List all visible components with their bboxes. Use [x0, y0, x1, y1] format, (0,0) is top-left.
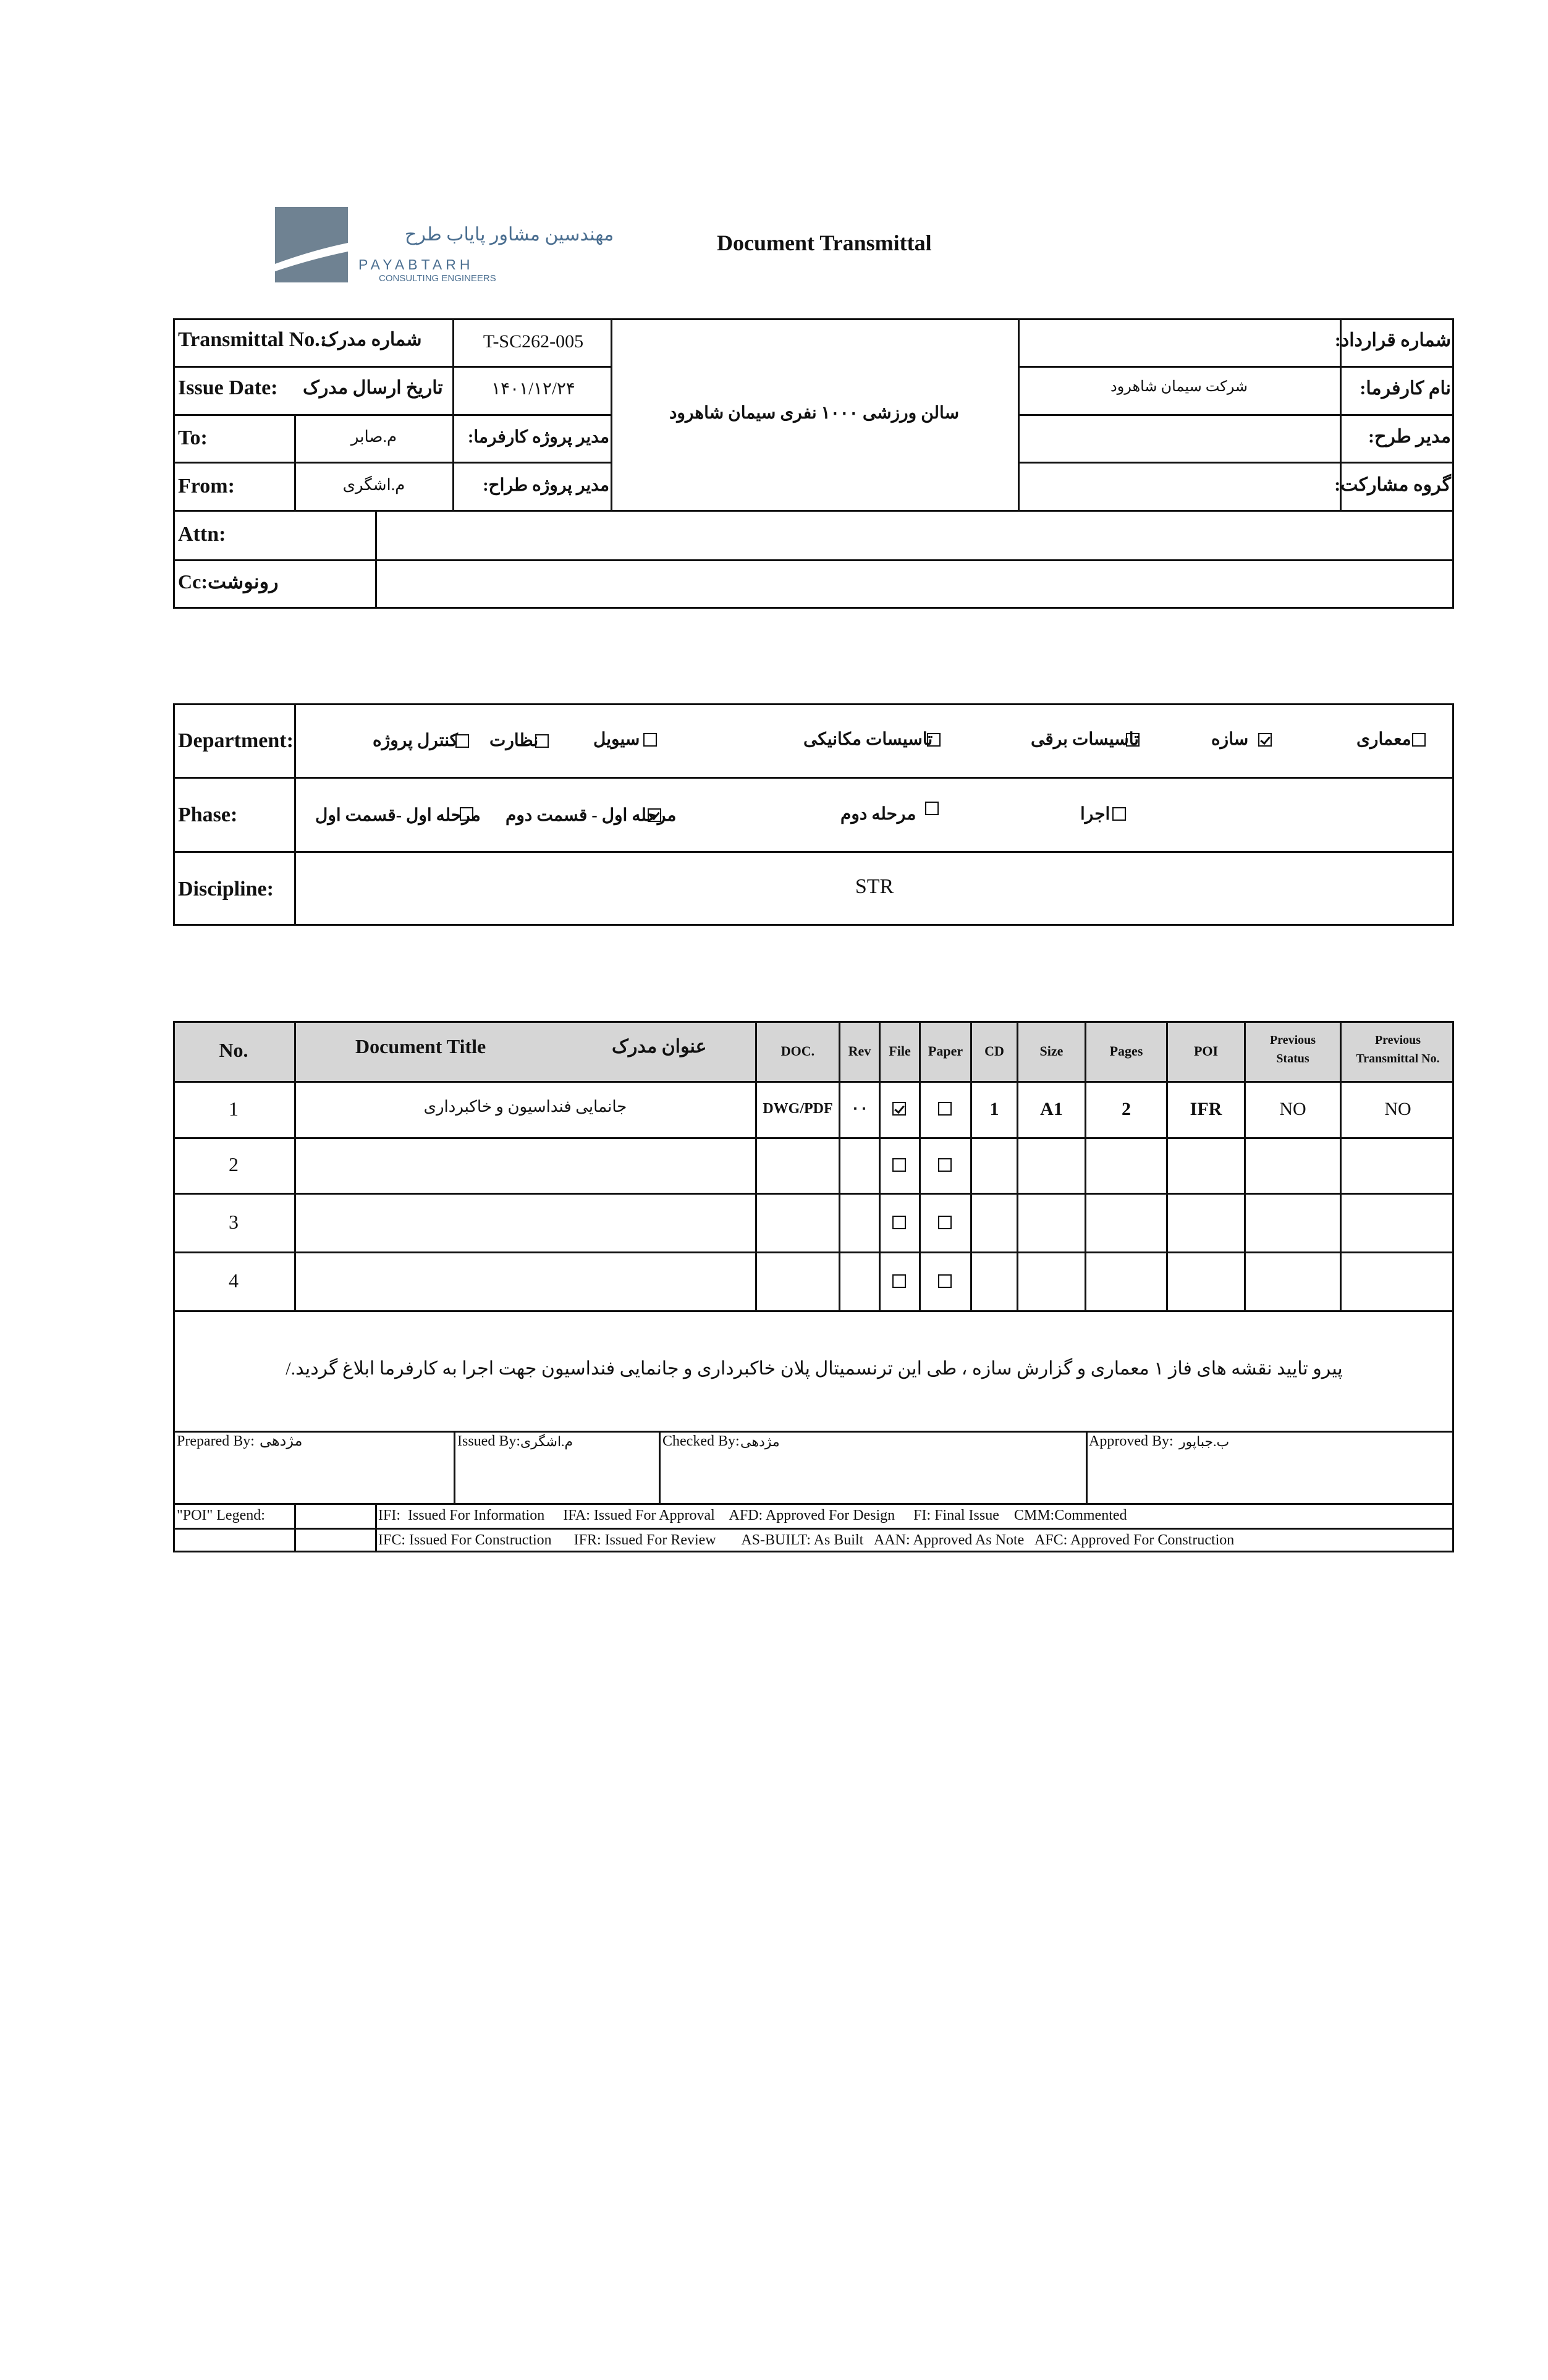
col-header-file: File — [889, 1043, 911, 1059]
department-label: Department: — [178, 729, 294, 752]
row-3-no: 3 — [229, 1211, 239, 1233]
prepared-by-label: Prepared By: — [177, 1433, 255, 1449]
client-value: شرکت سیمان شاهرود — [1110, 379, 1248, 395]
to-role: مدیر پروژه کارفرما: — [468, 428, 609, 447]
cc-label: Cc:رونوشت — [178, 570, 279, 593]
col-header-title-en: Document Title — [355, 1035, 486, 1057]
col-header-pages: Pages — [1109, 1043, 1143, 1059]
row-1-doc: DWG/PDF — [763, 1101, 833, 1117]
department-checkbox-civil[interactable] — [643, 733, 657, 747]
row-1-paper-checkbox[interactable] — [938, 1102, 952, 1116]
phase-label-execution: اجرا — [1080, 805, 1110, 824]
poi-legend-line-2: IFC: Issued For Construction IFR: Issued For Review AS-BUILT: As Built AAN: Approved As Note AFC: Approved For Construction — [378, 1532, 1235, 1548]
checked-by-label: Checked By: — [662, 1433, 740, 1449]
col-header-prev-trans-2: Transmittal No. — [1356, 1052, 1440, 1065]
poi-legend-line-1: IFI: Issued For Information IFA: Issued For Approval AFD: Approved For Design FI: Final Issue CMM:Commented — [378, 1507, 1127, 1523]
phase-checkbox-execution[interactable] — [1112, 807, 1126, 821]
department-label-structure: سازه — [1211, 730, 1249, 749]
department-checkbox-architecture[interactable] — [1412, 733, 1426, 747]
phase-label: Phase: — [178, 803, 238, 826]
department-checkbox-structure[interactable] — [1258, 733, 1272, 747]
department-label-civil: سیویل — [593, 730, 640, 749]
col-header-paper: Paper — [928, 1043, 963, 1059]
from-label: From: — [178, 475, 235, 498]
to-value: م.صابر — [350, 428, 397, 446]
client-label: نام کارفرما: — [1360, 378, 1451, 399]
transmittal-note: پیرو تایید نقشه های فاز ۱ معماری و گزارش سازه ، طی این ترنسمیتال پلان خاکبرداری و جانمایی فنداسیون جهت اجرا به کارفرما ابلاغ گردید./ — [285, 1358, 1343, 1379]
approved-by-value: ب.جباپور — [1179, 1434, 1230, 1449]
col-header-prev-status-2: Status — [1276, 1052, 1309, 1065]
row-2-file-checkbox[interactable] — [892, 1158, 906, 1172]
row-3-paper-checkbox[interactable] — [938, 1216, 952, 1229]
issued-by-label: Issued By: — [457, 1433, 520, 1449]
to-label: To: — [178, 426, 208, 449]
row-3-file-checkbox[interactable] — [892, 1216, 906, 1229]
issued-by-value: م.اشگری — [520, 1434, 573, 1449]
department-label-architecture: معماری — [1356, 730, 1411, 749]
discipline-label: Discipline: — [178, 878, 274, 900]
row-1-title: جانمایی فنداسیون و خاکبرداری — [423, 1098, 627, 1116]
designer-label: مدیر طرح: — [1368, 426, 1451, 447]
checked-by-value: مژدهی — [740, 1434, 780, 1449]
issue-date-label-en: Issue Date: — [178, 376, 278, 399]
row-1-pages: 2 — [1122, 1099, 1131, 1119]
transmittal-label-fa: شماره مدرک — [321, 329, 422, 350]
contract-label: شماره قرارداد: — [1334, 330, 1451, 350]
col-header-size: Size — [1039, 1043, 1064, 1059]
col-header-cd: CD — [984, 1043, 1004, 1059]
from-value: م.اشگری — [342, 476, 405, 494]
project-title: سالن ورزشی ۱۰۰۰ نفری سیمان شاهرود — [669, 404, 960, 423]
col-header-no: No. — [219, 1039, 248, 1061]
row-2-no: 2 — [229, 1153, 239, 1175]
issue-date-value: ۱۴۰۱/۱۲/۲۴ — [491, 379, 575, 399]
logo-subtext: CONSULTING ENGINEERS — [379, 273, 496, 284]
logo-mark-icon — [275, 207, 355, 287]
page-title: Document Transmittal — [717, 231, 932, 255]
department-label-project-control: کنترل پروژه — [373, 731, 458, 750]
row-1-size: A1 — [1040, 1099, 1063, 1119]
row-1-poi: IFR — [1190, 1099, 1222, 1119]
issue-date-label-fa: تاریخ ارسال مدرک — [303, 378, 443, 398]
row-4-paper-checkbox[interactable] — [938, 1274, 952, 1288]
company-logo — [275, 207, 614, 290]
group-label: گروه مشارکت: — [1334, 475, 1451, 495]
row-1-prev-trans: NO — [1384, 1099, 1411, 1119]
row-1-rev: ۰۰ — [851, 1099, 868, 1117]
logo-text-fa: مهندسین مشاور پایاب طرح — [405, 224, 614, 245]
approved-by-label: Approved By: — [1089, 1433, 1174, 1449]
phase-label-second-stage: مرحله دوم — [840, 805, 916, 824]
discipline-value: STR — [855, 875, 894, 898]
row-4-no: 4 — [229, 1269, 239, 1292]
row-1-cd: 1 — [989, 1099, 999, 1119]
col-header-prev-status-1: Previous — [1269, 1033, 1316, 1047]
logo-text-en: PAYABTARH — [358, 256, 474, 273]
phase-label-first-stage-part-two: مرحله اول - قسمت دوم — [505, 806, 677, 825]
department-label-mechanical: تاسیسات مکانیکی — [803, 730, 933, 749]
row-2-paper-checkbox[interactable] — [938, 1158, 952, 1172]
phase-label-first-stage-part-one: مرحله اول -قسمت اول — [315, 806, 481, 825]
row-1-file-checkbox[interactable] — [892, 1102, 906, 1116]
prepared-by-value: مژدهی — [260, 1433, 303, 1449]
col-header-poi: POI — [1193, 1043, 1219, 1059]
col-header-prev-trans-1: Previous — [1374, 1033, 1421, 1047]
col-header-rev: Rev — [848, 1043, 871, 1059]
poi-legend-label: "POI" Legend: — [177, 1507, 265, 1523]
row-4-file-checkbox[interactable] — [892, 1274, 906, 1288]
from-role: مدیر پروژه طراح: — [483, 476, 609, 495]
col-header-doc: DOC. — [780, 1043, 815, 1059]
transmittal-label-en: Transmittal No.: — [178, 328, 328, 351]
row-1-no: 1 — [229, 1098, 239, 1120]
info-table — [173, 318, 1454, 609]
transmittal-number: T-SC262-005 — [483, 331, 584, 352]
department-label-electrical: تاسیسات برقی — [1031, 730, 1140, 749]
department-label-supervision: نظارت — [489, 731, 539, 750]
col-header-title-fa: عنوان مدرک — [612, 1036, 707, 1057]
phase-checkbox-second-stage[interactable] — [925, 802, 939, 815]
row-1-prev-status: NO — [1279, 1099, 1306, 1119]
attn-label: Attn: — [178, 523, 226, 546]
